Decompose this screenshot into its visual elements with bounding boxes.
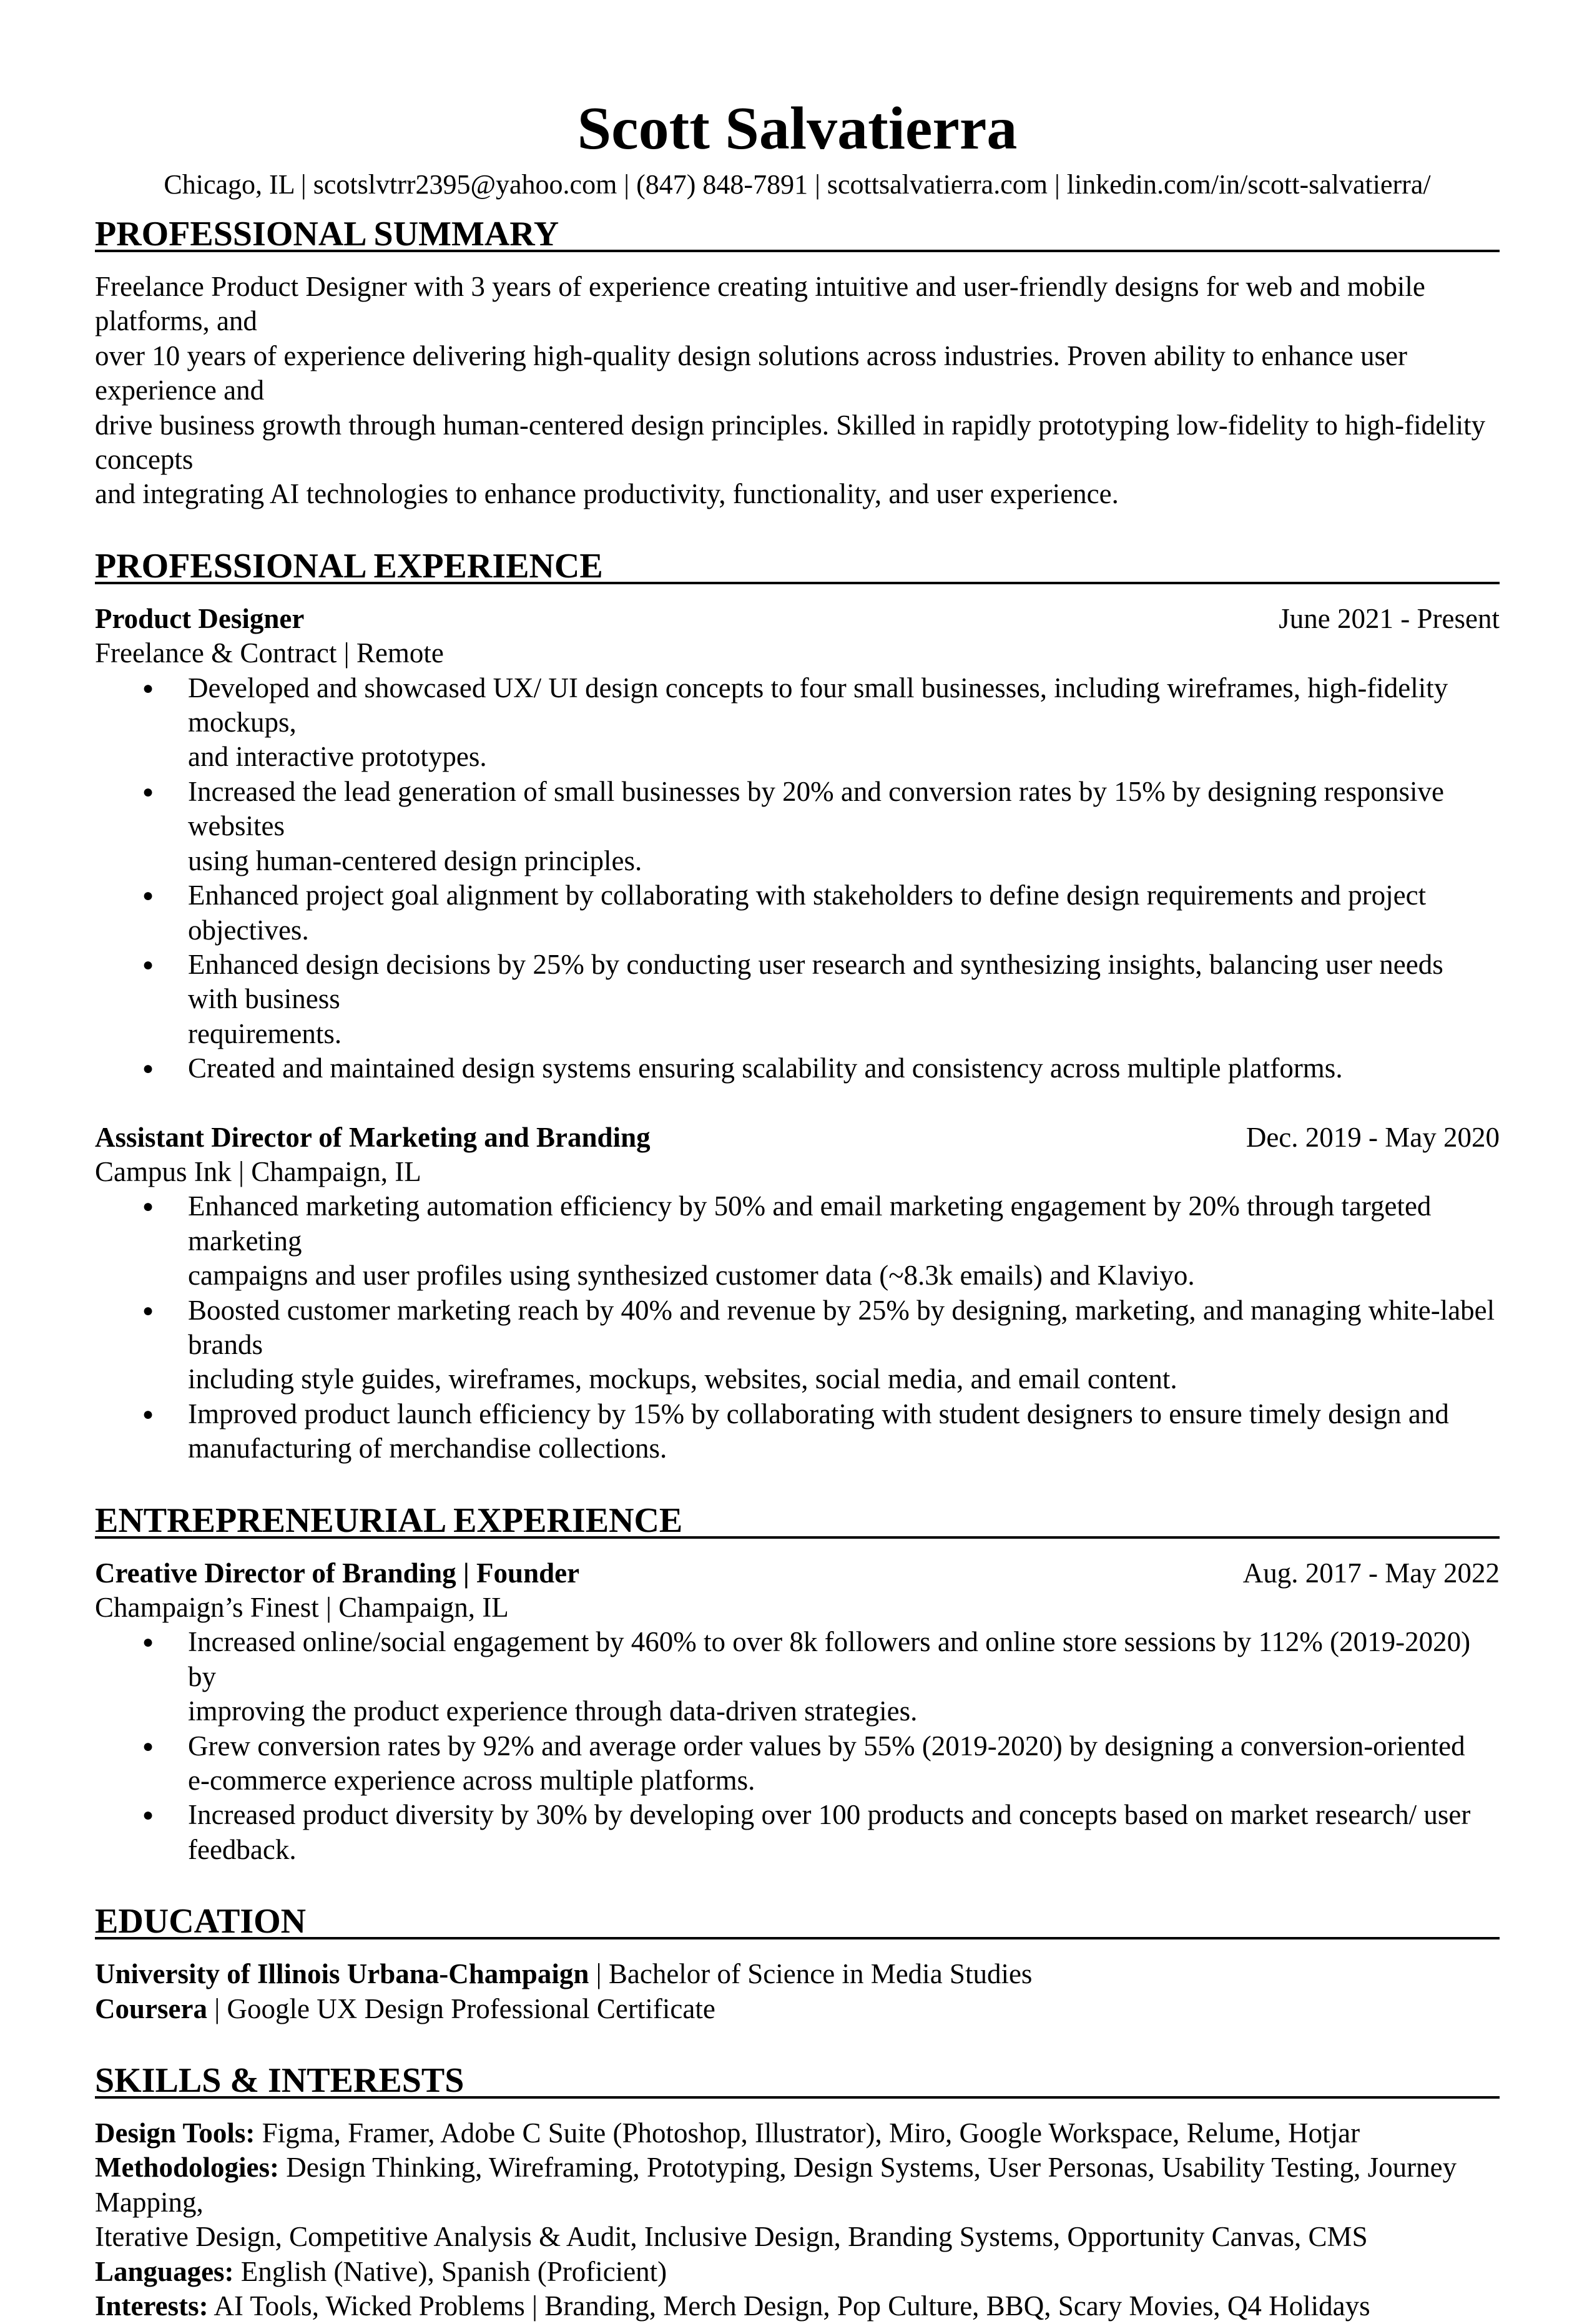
- bullet-icon: ●: [142, 1632, 154, 1653]
- job-title: Assistant Director of Marketing and Branding: [95, 1121, 651, 1153]
- experience-section: [95, 602, 1500, 1466]
- job-bullet: [95, 1293, 1500, 1397]
- education-section: [95, 1957, 1500, 2026]
- job-bullets: [95, 1189, 1500, 1466]
- summary-section: [95, 270, 1500, 512]
- bullet-line: Increased online/social engagement by 460% to over 8k followers and online store sessions by 112% (2019-2020) by: [188, 1626, 1471, 1692]
- bullet-line: Grew conversion rates by 92% and average order values by 55% (2019-2020) by designing a conversion-oriented: [188, 1730, 1465, 1762]
- bullet-line: Created and maintained design systems ensuring scalability and consistency across multiple platforms.: [188, 1052, 1343, 1084]
- bullet-icon: ●: [142, 1300, 154, 1321]
- school-name: Coursera: [95, 1993, 207, 2024]
- job-bullet: [95, 775, 1500, 878]
- skills-label: Interests:: [95, 2290, 209, 2322]
- skills-label: Languages:: [95, 2255, 234, 2287]
- bullet-line: improving the product experience through data-driven strategies.: [188, 1695, 918, 1727]
- job-title: Product Designer: [95, 602, 305, 634]
- job-title: Creative Director of Branding | Founder: [95, 1557, 580, 1589]
- resume-page: [95, 94, 1500, 2324]
- bullet-line: Increased the lead generation of small businesses by 20% and conversion rates by 15% by designing responsive websites: [188, 775, 1444, 842]
- bullet-icon: ●: [142, 677, 154, 699]
- candidate-name: Scott Salvatierra: [577, 95, 1018, 162]
- job-entry: [95, 1556, 1500, 1868]
- bullet-line: Enhanced marketing automation efficiency by 50% and email marketing engagement by 20% through targeted marketing: [188, 1190, 1432, 1257]
- school-name: University of Illinois Urbana-Champaign: [95, 1958, 589, 1990]
- job-organization: Freelance & Contract | Remote: [95, 637, 444, 669]
- section-heading-skills: SKILLS & INTERESTS: [95, 2065, 1500, 2099]
- bullet-icon: ●: [142, 954, 154, 975]
- bullet-icon: ●: [142, 1805, 154, 1826]
- bullet-line: Enhanced project goal alignment by collaborating with stakeholders to define design requirements and project objectives.: [188, 880, 1427, 946]
- skills-row-continued: Iterative Design, Competitive Analysis & Audit, Inclusive Design, Branding Systems, Opportunity Canvas, CMS: [95, 2221, 1368, 2253]
- bullet-line: requirements.: [188, 1017, 342, 1049]
- education-item: [95, 1957, 1500, 1991]
- skills-label: Design Tools:: [95, 2117, 255, 2149]
- job-bullet: [95, 1397, 1500, 1466]
- bullet-line: Developed and showcased UX/ UI design concepts to four small businesses, including wireframes, high-fidelity mockups,: [188, 672, 1448, 738]
- job-dates: June 2021 - Present: [1279, 602, 1500, 634]
- bullet-line: and interactive prototypes.: [188, 741, 487, 773]
- skills-section: [95, 2116, 1500, 2323]
- skills-row: [95, 2255, 1500, 2289]
- entrepreneurial-section: [95, 1556, 1500, 1868]
- bullet-line: manufacturing of merchandise collections.: [188, 1433, 667, 1464]
- degree: | Bachelor of Science in Media Studies: [589, 1958, 1033, 1990]
- job-organization: Champaign’s Finest | Champaign, IL: [95, 1592, 509, 1623]
- bullet-icon: ●: [142, 781, 154, 802]
- skills-row: [95, 2289, 1500, 2323]
- education-item: [95, 1992, 1500, 2026]
- skills-value: Design Thinking, Wireframing, Prototyping, Design Systems, User Personas, Usability Testing, Journey Mapping,: [95, 2152, 1457, 2218]
- bullet-line: Increased product diversity by 30% by developing over 100 products and concepts based on market research/ user feedback.: [188, 1799, 1471, 1865]
- job-dates: Dec. 2019 - May 2020: [1246, 1121, 1500, 1153]
- bullet-icon: ●: [142, 1735, 154, 1757]
- job-header: [95, 1556, 1500, 1591]
- skills-value: English (Native), Spanish (Proficient): [233, 2255, 667, 2287]
- job-bullet: [95, 671, 1500, 775]
- job-bullet: [95, 878, 1500, 948]
- job-bullet: [95, 948, 1500, 1051]
- bullet-icon: ●: [142, 885, 154, 906]
- job-header: [95, 1120, 1500, 1155]
- bullet-line: including style guides, wireframes, mockups, websites, social media, and email content.: [188, 1363, 1177, 1395]
- job-bullets: [95, 1625, 1500, 1867]
- skills-value: AI Tools, Wicked Problems | Branding, Merch Design, Pop Culture, BBQ, Scary Movies, Q4 Holidays: [208, 2290, 1370, 2322]
- job-bullet: [95, 1729, 1500, 1798]
- summary-line: over 10 years of experience delivering high-quality design solutions across industries. Proven ability to enhance user experience and: [95, 340, 1407, 406]
- section-heading-education: EDUCATION: [95, 1906, 1500, 1939]
- bullet-icon: ●: [142, 1058, 154, 1079]
- bullet-line: using human-centered design principles.: [188, 845, 642, 876]
- bullet-line: e-commerce experience across multiple platforms.: [188, 1765, 755, 1797]
- summary-line: Freelance Product Designer with 3 years of experience creating intuitive and user-friendly designs for web and mobile platforms, and: [95, 271, 1425, 337]
- bullet-line: Boosted customer marketing reach by 40% and revenue by 25% by designing, marketing, and managing white-label brands: [188, 1294, 1495, 1360]
- bullet-icon: ●: [142, 1403, 154, 1424]
- summary-line: drive business growth through human-centered design principles. Skilled in rapidly prototyping low-fidelity to high-fidelity concepts: [95, 409, 1486, 476]
- section-heading-summary: PROFESSIONAL SUMMARY: [95, 218, 1500, 252]
- degree: | Google UX Design Professional Certificate: [207, 1993, 715, 2024]
- skills-row: [95, 2116, 1500, 2150]
- section-heading-entrepreneurial: ENTREPRENEURIAL EXPERIENCE: [95, 1505, 1500, 1539]
- skills-label: Methodologies:: [95, 2152, 279, 2184]
- bullet-line: Improved product launch efficiency by 15% by collaborating with student designers to ensure timely design and: [188, 1398, 1449, 1429]
- contact-line: Chicago, IL | scotslvtrr2395@yahoo.com | (847) 848-7891 | scottsalvatierra.com | linkedin.com/in/scott-salvatierra/: [164, 169, 1431, 200]
- job-header: [95, 602, 1500, 636]
- job-bullet: [95, 1051, 1500, 1086]
- job-entry: [95, 602, 1500, 1086]
- bullet-icon: ●: [142, 1196, 154, 1217]
- summary-line: and integrating AI technologies to enhance productivity, functionality, and user experience.: [95, 478, 1119, 510]
- job-bullet: [95, 1625, 1500, 1728]
- job-bullet: [95, 1798, 1500, 1867]
- job-bullet: [95, 1189, 1500, 1293]
- skills-value: Figma, Framer, Adobe C Suite (Photoshop, Illustrator), Miro, Google Workspace, Relume, Hotjar: [255, 2117, 1360, 2149]
- skills-row: [95, 2150, 1500, 2220]
- job-entry: [95, 1120, 1500, 1466]
- job-bullets: [95, 671, 1500, 1086]
- job-dates: Aug. 2017 - May 2022: [1242, 1557, 1500, 1589]
- section-heading-experience: PROFESSIONAL EXPERIENCE: [95, 551, 1500, 584]
- job-organization: Campus Ink | Champaign, IL: [95, 1155, 421, 1187]
- bullet-line: campaigns and user profiles using synthesized customer data (~8.3k emails) and Klaviyo.: [188, 1260, 1195, 1292]
- bullet-line: Enhanced design decisions by 25% by conducting user research and synthesizing insights, balancing user needs with business: [188, 948, 1443, 1015]
